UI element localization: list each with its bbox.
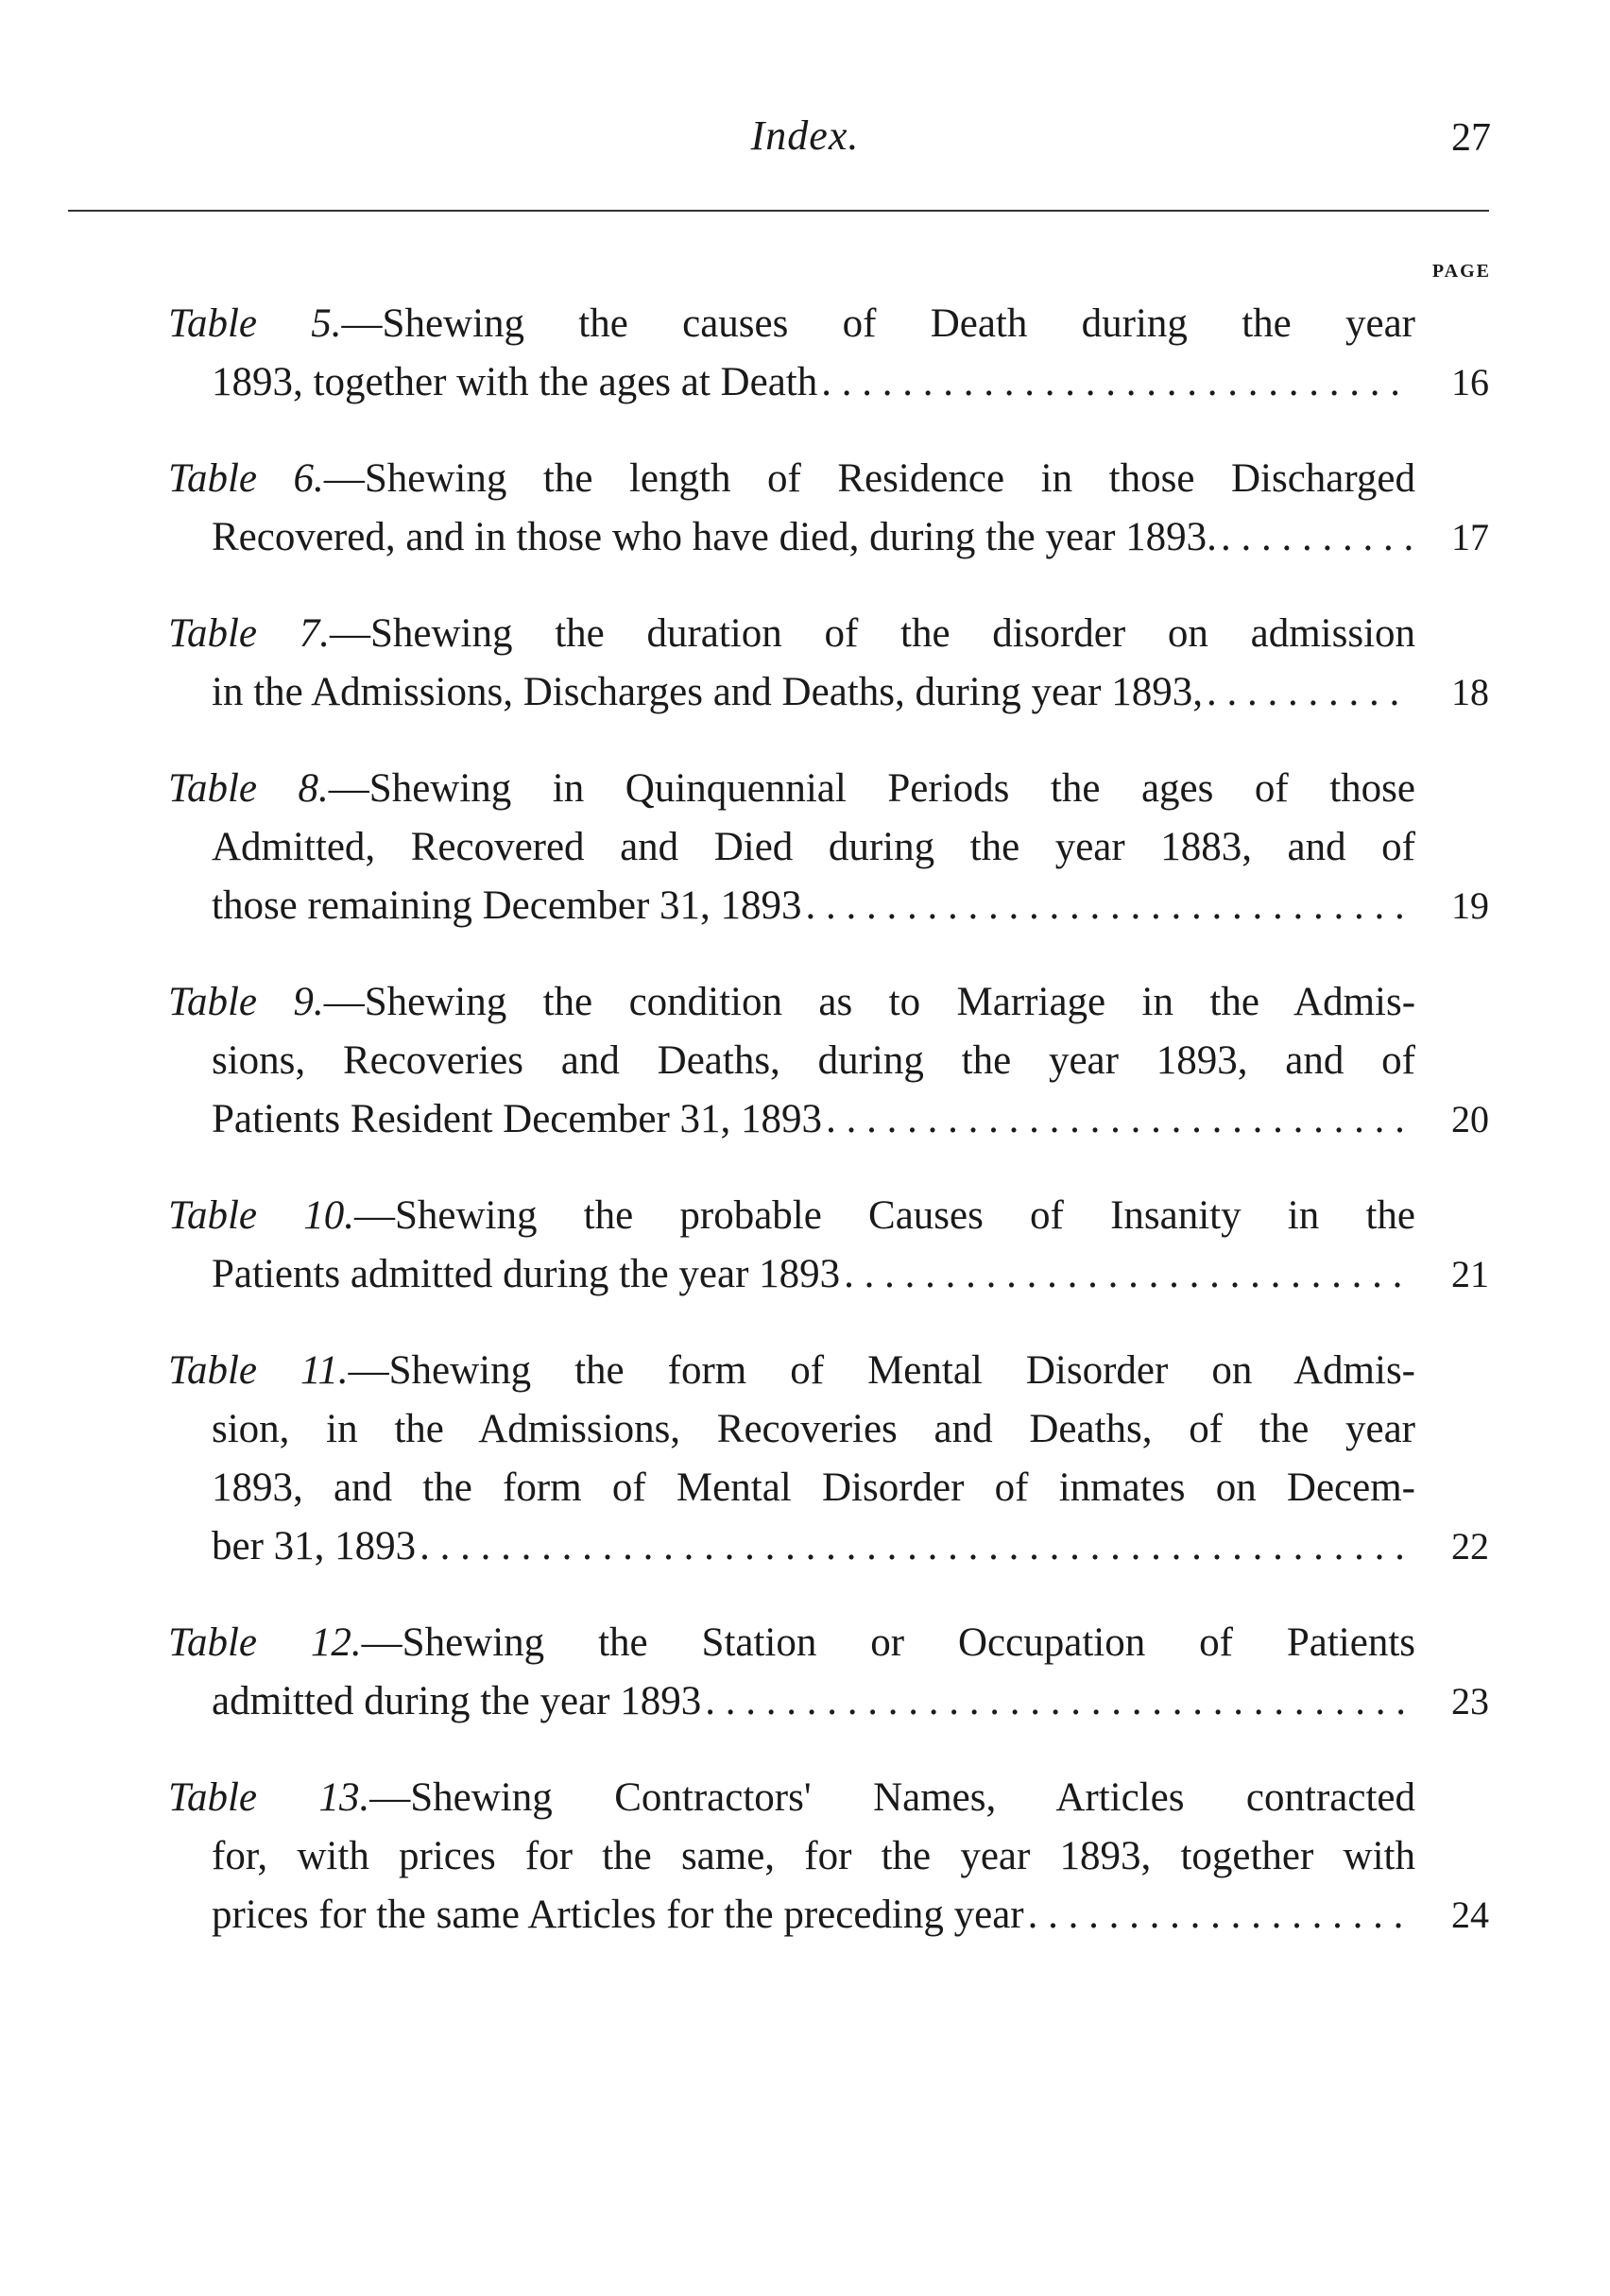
index-entry [168,1614,1489,1731]
entry-page-number: 16 [1451,361,1489,403]
table-label: Table 9. [168,980,324,1024]
table-label: Table 5. [168,301,342,346]
entry-text: Patients Resident December 31, 1893 [212,1097,823,1141]
entry-text: those remaining December 31, 1893 [212,883,802,928]
table-label: Table 12. [168,1620,362,1665]
entry-line [168,1090,1415,1149]
entry-text: ber 31, 1893 [212,1524,417,1568]
entry-text: sion, in the Admissions, Recoveries and Deaths, of the year [212,1407,1415,1451]
index-entry [168,450,1489,567]
dot-leader [826,1090,1412,1149]
entry-line [168,450,1415,508]
entry-line [168,508,1415,567]
entry-line [168,295,1415,353]
entry-line [168,1769,1415,1827]
entry-page-number: 18 [1451,671,1489,713]
entry-line [168,760,1415,818]
header-rule [68,210,1489,212]
entry-text: Patients admitted during the year 1893 [212,1252,841,1296]
index-entry [168,760,1489,935]
entry-text: —Shewing the length of Residence in those Discharged [323,456,1415,501]
entry-line [168,1032,1415,1090]
entry-line [168,1400,1415,1459]
entry-line [168,1827,1415,1886]
entry-text: 1893, together with the ages at Death [212,360,818,404]
entry-text: in the Admissions, Discharges and Deaths, during year 1893, [212,670,1203,714]
entry-text: —Shewing the condition as to Marriage in the Admis- [323,980,1415,1024]
entry-text: Recovered, and in those who have died, during the year 1893. [212,515,1217,559]
entry-page-number: 20 [1451,1098,1489,1140]
running-title: Index. [750,112,860,159]
index-entry [168,295,1489,412]
entry-text: —Shewing Contractors' Names, Articles contracted [369,1775,1415,1820]
entry-page-number: 21 [1451,1253,1489,1295]
dot-leader [1207,663,1412,722]
entry-line [168,1672,1415,1731]
entry-page-number: 23 [1451,1680,1489,1722]
entry-line [168,1187,1415,1245]
entry-text: —Shewing the probable Causes of Insanity in the [353,1193,1415,1238]
index-entry [168,973,1489,1149]
entry-line [168,1459,1415,1517]
entry-line [168,663,1415,722]
entry-page-number: 22 [1451,1525,1489,1568]
dot-leader [821,353,1412,412]
entry-text: —Shewing the duration of the disorder on admission [329,611,1415,656]
entry-text: —Shewing the Station or Occupation of Patients [361,1620,1415,1665]
index-entry [168,1769,1489,1945]
entry-text: admitted during the year 1893 [212,1679,702,1723]
entry-text: —Shewing the causes of Death during the year [341,301,1415,346]
index-entry [168,605,1489,722]
dot-leader [1221,508,1412,567]
index-entry [168,1187,1489,1304]
entry-text: for, with prices for the same, for the year 1893, together with [212,1834,1415,1878]
entry-text: prices for the same Articles for the preceding year [212,1893,1024,1937]
entry-text: —Shewing the form of Mental Disorder on Admis- [348,1348,1415,1393]
dot-leader [1028,1886,1412,1945]
index-entries [168,295,1489,1945]
entry-line [168,818,1415,877]
table-label: Table 11. [168,1348,349,1393]
entry-line [168,1342,1415,1400]
page-column-heading: PAGE [1431,261,1491,282]
entry-page-number: 24 [1451,1893,1489,1936]
entry-page-number: 17 [1451,516,1489,558]
entry-text: sions, Recoveries and Deaths, during the year 1893, and of [212,1038,1415,1083]
entry-text: 1893, and the form of Mental Disorder of inmates on Decem- [212,1465,1415,1510]
page-number: 27 [1451,116,1491,160]
entry-line [168,1886,1415,1945]
dot-leader [806,877,1412,935]
table-label: Table 6. [168,456,324,501]
entry-line [168,973,1415,1032]
entry-line [168,1517,1415,1576]
table-label: Table 8. [168,766,329,811]
entry-line [168,1245,1415,1304]
index-entry [168,1342,1489,1576]
entry-line [168,605,1415,663]
table-label: Table 7. [168,611,330,656]
entry-text: Admitted, Recovered and Died during the year 1883, and of [212,825,1415,869]
entry-line [168,353,1415,412]
table-label: Table 13. [168,1775,370,1820]
entry-page-number: 19 [1451,884,1489,927]
table-label: Table 10. [168,1193,354,1238]
dot-leader [705,1672,1412,1731]
entry-text: —Shewing in Quinquennial Periods the ages of those [328,766,1415,811]
dot-leader [420,1517,1412,1576]
entry-line [168,877,1415,935]
dot-leader [844,1245,1412,1304]
entry-line [168,1614,1415,1672]
